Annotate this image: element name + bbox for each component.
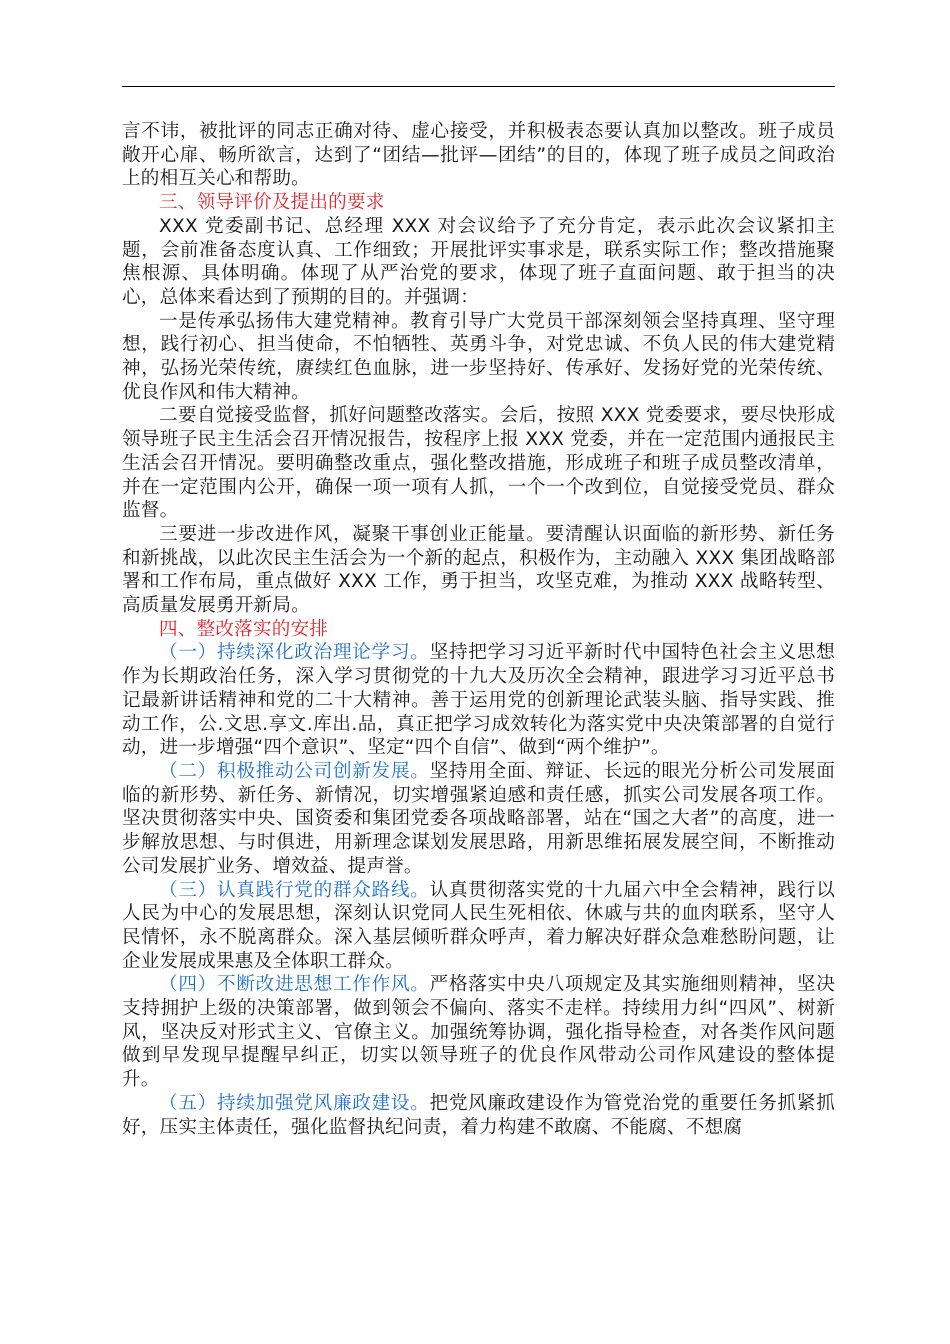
list-item <box>122 641 835 760</box>
paragraph: 三要进一步改进作风，凝聚干事创业正能量。要清醒认识面临的新形势、新任务和新挑战，以此次民主生活会为一个新的起点，积极作为，主动融入 XXX 集团战略部署和工作布局，重点做好 XXX 工作，勇于担当，攻坚克难，为推动 XXX 战略转型、高质量发展勇开新局。 <box>122 523 835 617</box>
list-item <box>122 1092 835 1139</box>
header-rule <box>122 86 835 87</box>
paragraph: 二要自觉接受监督，抓好问题整改落实。会后，按照 XXX 党委要求，要尽快形成领导班子民主生活会召开情况报告，按程序上报 XXX 党委，并在一定范围内通报民主生活会召开情况。要明确整改重点，强化整改措施，形成班子和班子成员整改清单，并在一定范围内公开，确保一项一项有人抓，一个一个改到位，自觉接受党员、群众监督。 <box>122 405 835 522</box>
item-heading: （二）积极推动公司创新发展。 <box>159 760 430 782</box>
item-body: 严格落实中央八项规定及其实施细则精神，坚决支持拥护上级的决策部署，做到领会不偏向、落实不走样。持续用力纠“四风”、树新风，坚决反对形式主义、官僚主义。加强统筹协调，强化指导检查，对各类作风问题做到早发现早提醒早纠正，切实以领导班子的优良作风带动公司作风建设的整体提升。 <box>122 974 835 1091</box>
paragraph: 言不讳，被批评的同志正确对待、虚心接受，并积极表态要认真加以整改。班子成员敞开心扉、畅所欲言，达到了“团结—批评—团结”的目的，体现了班子成员之间政治上的相互关心和帮助。 <box>122 121 835 190</box>
item-heading: （三）认真践行党的群众路线。 <box>159 879 430 901</box>
paragraph: XXX 党委副书记、总经理 XXX 对会议给予了充分肯定，表示此次会议紧扣主题，会前准备态度认真、工作细致；开展批评实事求是，联系实际工作；整改措施聚焦根源、具体明确。体现了从严治党的要求，体现了班子直面问题、敢于担当的决心，总体来看达到了预期的目的。并强调： <box>122 215 835 308</box>
item-body: 坚持用全面、辩证、长远的眼光分析公司发展面临的新形势、新任务、新情况，切实增强紧迫感和责任感，抓实公司发展各项工作。坚决贯彻落实中央、国资委和集团党委各项战略部署，站在“国之大者”的高度，进一步解放思想、与时俱进，用新理念谋划发展思路，用新思维拓展发展空间，不断推动公司发展扩业务、增效益、提声誉。 <box>122 760 835 877</box>
paragraph: 一是传承弘扬伟大建党精神。教育引导广大党员干部深刻领会坚持真理、坚守理想，践行初心、担当使命，不怕牺牲、英勇斗争，对党忠诚、不负人民的伟大建党精神，弘扬光荣传统，赓续红色血脉，进一步坚持好、传承好、发扬好党的光荣传统、优良作风和伟大精神。 <box>122 310 835 403</box>
item-heading: （五）持续加强党风廉政建设。 <box>159 1092 430 1114</box>
list-item <box>122 760 835 879</box>
document-body <box>122 120 835 1139</box>
section-heading: 四、整改落实的安排 <box>159 618 329 640</box>
item-body: 坚持把学习习近平新时代中国特色社会主义思想作为长期政治任务，深入学习贯彻党的十九大及历次全会精神，跟进学习习近平总书记最新讲话精神和党的二十大精神。善于运用党的创新理论武装头脑、指导实践、推动工作，公.文思.享文.库出.品，真正把学习成效转化为落实党中央决策部署的自觉行动，进一步增强“四个意识”、坚定“四个自信”、做到“两个维护”。 <box>122 642 835 759</box>
item-body: 认真贯彻落实党的十九届六中全会精神，践行以人民为中心的发展思想，深刻认识党同人民生死相依、休戚与共的血肉联系，坚守人民情怀，永不脱离群众。深入基层倾听群众呼声，着力解决好群众急难愁盼问题，让企业发展成果惠及全体职工群众。 <box>122 879 835 972</box>
item-heading: （一）持续深化政治理论学习。 <box>159 642 430 664</box>
section-heading: 三、领导评价及提出的要求 <box>159 192 385 214</box>
item-heading: （四）不断改进思想工作作风。 <box>159 974 430 996</box>
list-item <box>122 973 835 1092</box>
item-body: 把党风廉政建设作为管党治党的重要任务抓紧抓好，压实主体责任，强化监督执纪问责，着力构建不敢腐、不能腐、不想腐 <box>122 1092 835 1138</box>
list-item <box>122 879 835 974</box>
